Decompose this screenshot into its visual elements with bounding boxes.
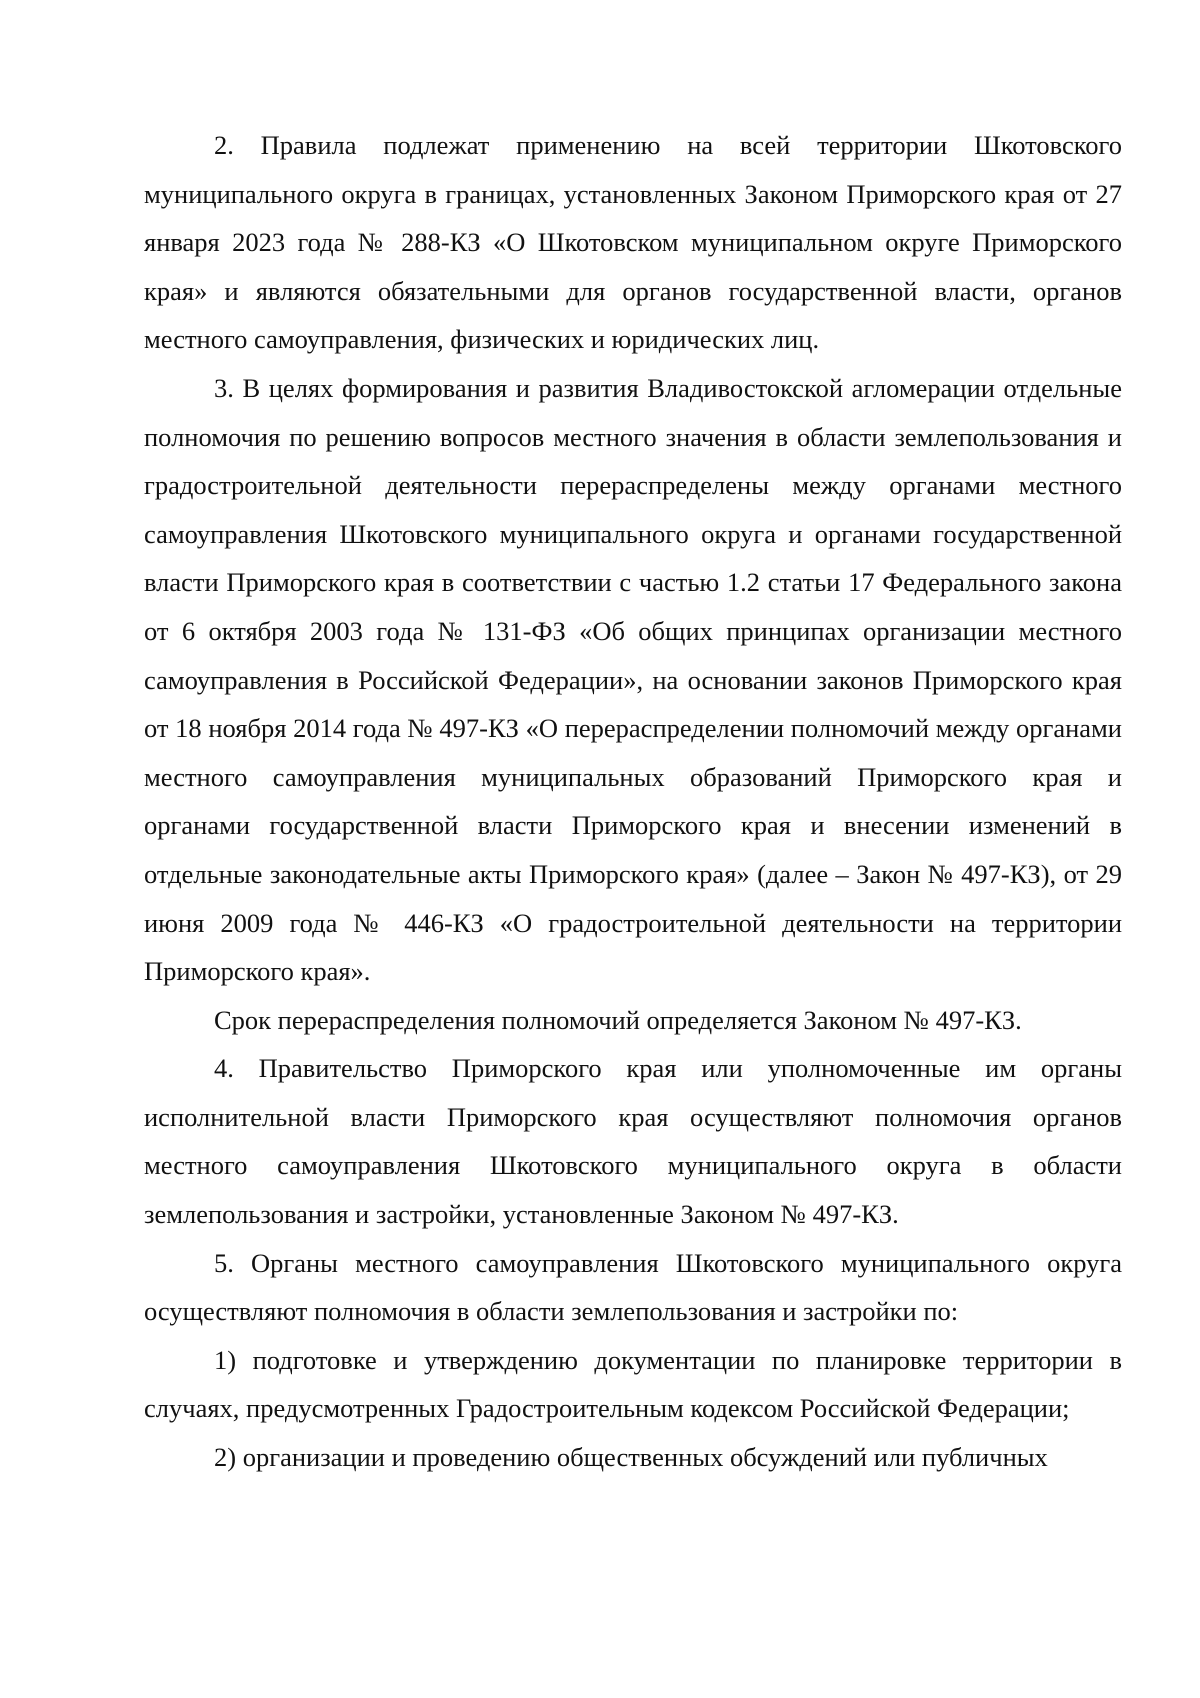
paragraph-term: Срок перераспределения полномочий определяется Законом № 497-КЗ. <box>214 1004 1022 1035</box>
paragraph-item-5: 5. Органы местного самоуправления Шкотовского муниципального округа осуществляют полномочия в области землепользования и застройки по: <box>144 1247 1122 1327</box>
paragraph-subitem-2: 2) организации и проведению общественных обсуждений или публичных <box>214 1442 1048 1473</box>
paragraph-subitem-1: 1) подготовке и утверждению документации по планировке территории в случаях, предусмотренных Градостроительным кодексом Российской Федерации; <box>144 1344 1122 1424</box>
paragraph-item-2: 2. Правила подлежат применению на всей территории Шкотовского муниципального округа в границах, установленных Законом Приморского края от 27 января 2023 года № 288-КЗ «О Шкотовском муниципальном округе Приморского края» и являются обязательными для органов государственной власти, органов местного самоуправления, физических и юридических лиц. <box>144 130 1122 355</box>
paragraph-item-4: 4. Правительство Приморского края или уполномоченные им органы исполнительной власти Приморского края осуществляют полномочия органов местного самоуправления Шкотовского муниципального округа в области землепользования и застройки, установленные Законом № 497-КЗ. <box>144 1053 1122 1230</box>
paragraph-item-3: 3. В целях формирования и развития Владивостокской агломерации отдельные полномочия по решению вопросов местного значения в области землепользования и градостроительной деятельности перераспределены между органами местного самоуправления Шкотовского муниципального округа и органами государственной власти Приморского края в соответствии с частью 1.2 статьи 17 Федерального закона от 6 октября 2003 года № 131-ФЗ «Об общих принципах организации местного самоуправления в Российской Федерации», на основании законов Приморского края от 18 ноября 2014 года № 497-КЗ «О перераспределении полномочий между органами местного самоуправления муниципальных образований Приморского края и органами государственной власти Приморского края и внесении изменений в отдельные законодательные акты Приморского края» (далее – Закон № 497-КЗ), от 29 июня 2009 года № 446-КЗ «О градостроительной деятельности на территории Приморского края». <box>144 372 1122 987</box>
document-body <box>144 121 1122 1482</box>
